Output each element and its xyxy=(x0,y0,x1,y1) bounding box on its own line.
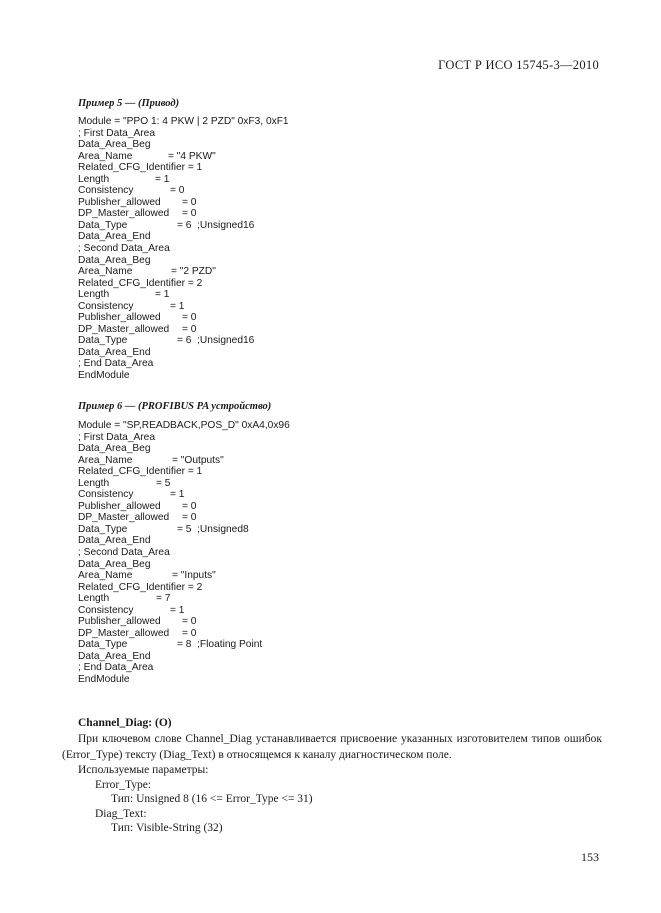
code-key: Data_Area_End xyxy=(78,231,151,243)
code-key: DP_Master_allowed xyxy=(78,627,170,639)
code-key: Data_Area_Beg xyxy=(78,139,151,151)
example-5-title: Пример 5 — (Привод) xyxy=(78,98,180,109)
code-value: = 1 xyxy=(155,173,170,185)
code-value: = 8 ;Floating Point xyxy=(177,639,263,651)
code-key: Length xyxy=(78,289,110,301)
code-key: Length xyxy=(78,593,110,605)
code-key: Data_Type xyxy=(78,335,128,347)
code-key: ; First Data_Area xyxy=(78,431,155,443)
code-value: = "Inputs" xyxy=(172,570,216,582)
code-value: = 7 xyxy=(156,593,171,605)
code-value: = 5 ;Unsigned8 xyxy=(177,523,249,535)
code-value: = 6 ;Unsigned16 xyxy=(177,219,255,231)
code-key: Consistency xyxy=(78,489,134,501)
document-header: ГОСТ Р ИСО 15745-3—2010 xyxy=(438,58,599,72)
code-value: = 0 xyxy=(182,616,197,628)
code-value: = 0 xyxy=(182,500,197,512)
code-key: ; First Data_Area xyxy=(78,127,155,139)
code-key: Consistency xyxy=(78,300,134,312)
code-value: = 0 xyxy=(182,323,197,335)
code-key: Module = "PPO 1: 4 PKW | 2 PZD" 0xF3, 0xF1 xyxy=(78,116,289,127)
code-key: Data_Type xyxy=(78,219,128,231)
code-value: = 5 xyxy=(156,477,171,489)
code-key: Area_Name xyxy=(78,266,133,278)
param-diag-text-name: Diag_Text: xyxy=(95,808,147,820)
code-value: = 0 xyxy=(182,208,197,220)
code-key: Area_Name xyxy=(78,150,133,162)
code-key: Related_CFG_Identifier = 1 xyxy=(78,162,203,174)
code-key: Publisher_allowed xyxy=(78,500,161,512)
code-key: Data_Area_Beg xyxy=(78,443,151,455)
code-value: = "Outputs" xyxy=(172,454,224,466)
code-value: = 0 xyxy=(182,627,197,639)
param-diag-text-type: Тип: Visible-String (32) xyxy=(111,822,223,834)
code-value: = 1 xyxy=(170,604,185,616)
code-key: Area_Name xyxy=(78,570,133,582)
code-value: = 6 ;Unsigned16 xyxy=(177,335,255,347)
example-6-title: Пример 6 — (PROFIBUS PA устройство) xyxy=(78,401,272,412)
code-key: Length xyxy=(78,173,110,185)
code-key: Module = "SP,READBACK,POS_D" 0xA4,0x96 xyxy=(78,420,290,431)
code-key: ; End Data_Area xyxy=(78,358,154,370)
code-value: = "4 PKW" xyxy=(168,150,216,162)
param-error-type-type: Тип: Unsigned 8 (16 <= Error_Type <= 31) xyxy=(111,793,313,805)
code-key: Data_Type xyxy=(78,639,128,651)
code-value: = 1 xyxy=(170,489,185,501)
code-key: ; Second Data_Area xyxy=(78,547,170,559)
code-key: ; Second Data_Area xyxy=(78,243,170,255)
code-value: = 1 xyxy=(170,300,185,312)
code-key: Publisher_allowed xyxy=(78,196,161,208)
code-key: Data_Area_End xyxy=(78,346,151,358)
code-key: Consistency xyxy=(78,185,134,197)
page-number: 153 xyxy=(581,850,599,864)
code-key: Data_Type xyxy=(78,523,128,535)
code-key: DP_Master_allowed xyxy=(78,208,170,220)
code-key: EndModule xyxy=(78,370,130,382)
code-value: = 0 xyxy=(182,196,197,208)
code-key: Area_Name xyxy=(78,454,133,466)
code-key: DP_Master_allowed xyxy=(78,512,170,524)
code-key: Data_Area_End xyxy=(78,650,151,662)
code-key: DP_Master_allowed xyxy=(78,323,170,335)
code-key: Related_CFG_Identifier = 2 xyxy=(78,277,203,289)
code-key: Data_Area_Beg xyxy=(78,558,151,570)
code-key: Data_Area_End xyxy=(78,535,151,547)
code-key: ; End Data_Area xyxy=(78,662,154,674)
code-value: = "2 PZD" xyxy=(171,266,216,278)
params-label: Используемые параметры: xyxy=(78,764,209,776)
code-key: Related_CFG_Identifier = 1 xyxy=(78,466,203,478)
code-key: Publisher_allowed xyxy=(78,312,161,324)
param-error-type-name: Error_Type: xyxy=(95,779,152,791)
code-value: = 0 xyxy=(170,185,185,197)
code-key: Data_Area_Beg xyxy=(78,254,151,266)
code-key: Consistency xyxy=(78,604,134,616)
code-value: = 0 xyxy=(182,312,197,324)
code-value: = 0 xyxy=(182,512,197,524)
code-key: EndModule xyxy=(78,674,130,686)
code-key: Publisher_allowed xyxy=(78,616,161,628)
channel-diag-heading: Channel_Diag: (O) xyxy=(78,717,172,729)
code-value: = 1 xyxy=(155,289,170,301)
code-key: Related_CFG_Identifier = 2 xyxy=(78,581,203,593)
channel-diag-description: При ключевом слове Channel_Diag устанавливается присвоение указанных изготовителем типов ошибок (Error_Type) тексту (Diag_Text) в относящемся к каналу диагностическом поле. xyxy=(62,733,602,761)
code-key: Length xyxy=(78,477,110,489)
